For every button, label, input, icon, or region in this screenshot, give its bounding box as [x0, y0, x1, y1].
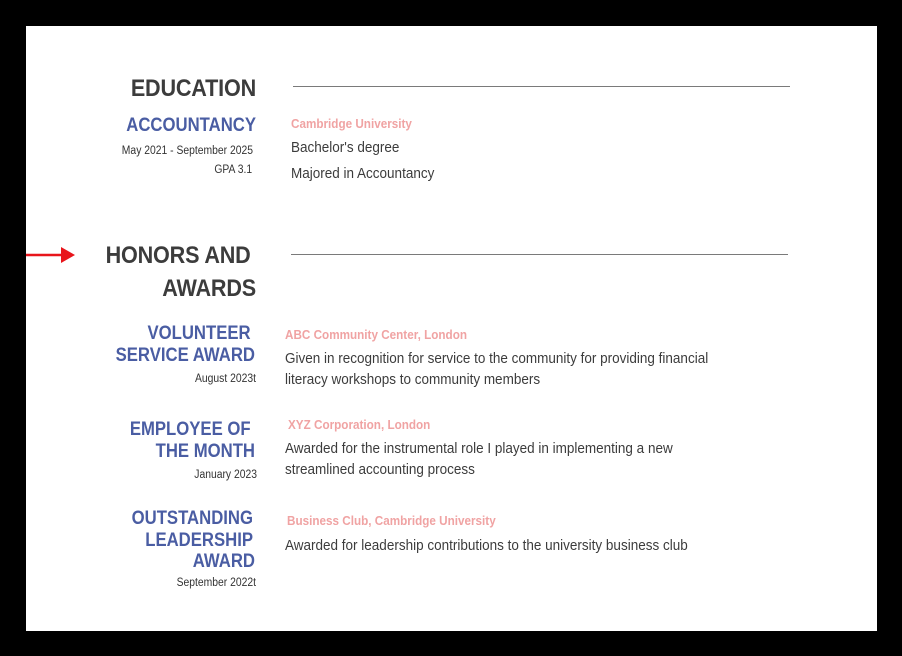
education-title: EDUCATION: [130, 75, 256, 102]
honor-entry-title-block: [26, 508, 253, 573]
honor-entry-date-block: [26, 466, 257, 485]
honor-entry-date-block: [26, 574, 256, 593]
education-section-heading: [26, 72, 256, 105]
education-divider: [293, 86, 790, 87]
honor-title-line: EMPLOYEE OF: [129, 419, 251, 440]
honor-org: Business Club, Cambridge University: [287, 513, 496, 528]
honor-entry-title-block: [26, 419, 255, 462]
honor-entry-details: [285, 416, 845, 480]
honor-date: January 2023: [194, 469, 257, 481]
honor-desc-line: literacy workshops to community members: [285, 371, 541, 388]
education-entry-title: ACCOUNTANCY: [126, 115, 256, 136]
honor-desc-line: Awarded for leadership contributions to the university business club: [285, 537, 688, 554]
education-entry-details: [291, 115, 811, 184]
honors-title-line1: HONORS AND: [105, 242, 251, 269]
honor-title-line: SERVICE AWARD: [115, 344, 255, 366]
honors-title-line2: AWARDS: [162, 275, 256, 302]
education-org: Cambridge University: [291, 116, 412, 131]
honor-date: August 2023t: [194, 373, 256, 385]
honor-title-line: AWARD: [192, 551, 255, 572]
honor-entry-details: [285, 512, 845, 556]
honors-divider: [291, 254, 788, 255]
resume-page: [26, 26, 877, 631]
honor-title-line: VOLUNTEER: [147, 323, 251, 344]
education-line-major: Majored in Accountancy: [291, 165, 435, 182]
honor-entry-title-block: [26, 323, 255, 366]
honor-title-line: THE MONTH: [155, 440, 255, 462]
education-gpa: GPA 3.1: [214, 164, 253, 176]
honor-date: September 2022t: [176, 577, 256, 589]
education-dates: May 2021 - September 2025: [121, 145, 254, 157]
honors-section-heading: [26, 239, 256, 305]
honor-desc-line: Given in recognition for service to the community for providing financial: [285, 350, 709, 367]
honor-org: XYZ Corporation, London: [288, 417, 431, 432]
honor-entry-details: [285, 326, 845, 390]
honor-title-line: OUTSTANDING: [131, 508, 253, 529]
honor-entry-date-block: [26, 370, 256, 389]
education-entry-meta: [26, 142, 253, 180]
honor-desc-line: Awarded for the instrumental role I played in implementing a new: [285, 440, 673, 457]
honor-org: ABC Community Center, London: [285, 327, 467, 342]
education-line-degree: Bachelor's degree: [291, 139, 400, 156]
education-entry-title-block: [26, 115, 256, 137]
honor-desc-line: streamlined accounting process: [285, 461, 475, 478]
honor-title-line: LEADERSHIP: [145, 529, 253, 551]
